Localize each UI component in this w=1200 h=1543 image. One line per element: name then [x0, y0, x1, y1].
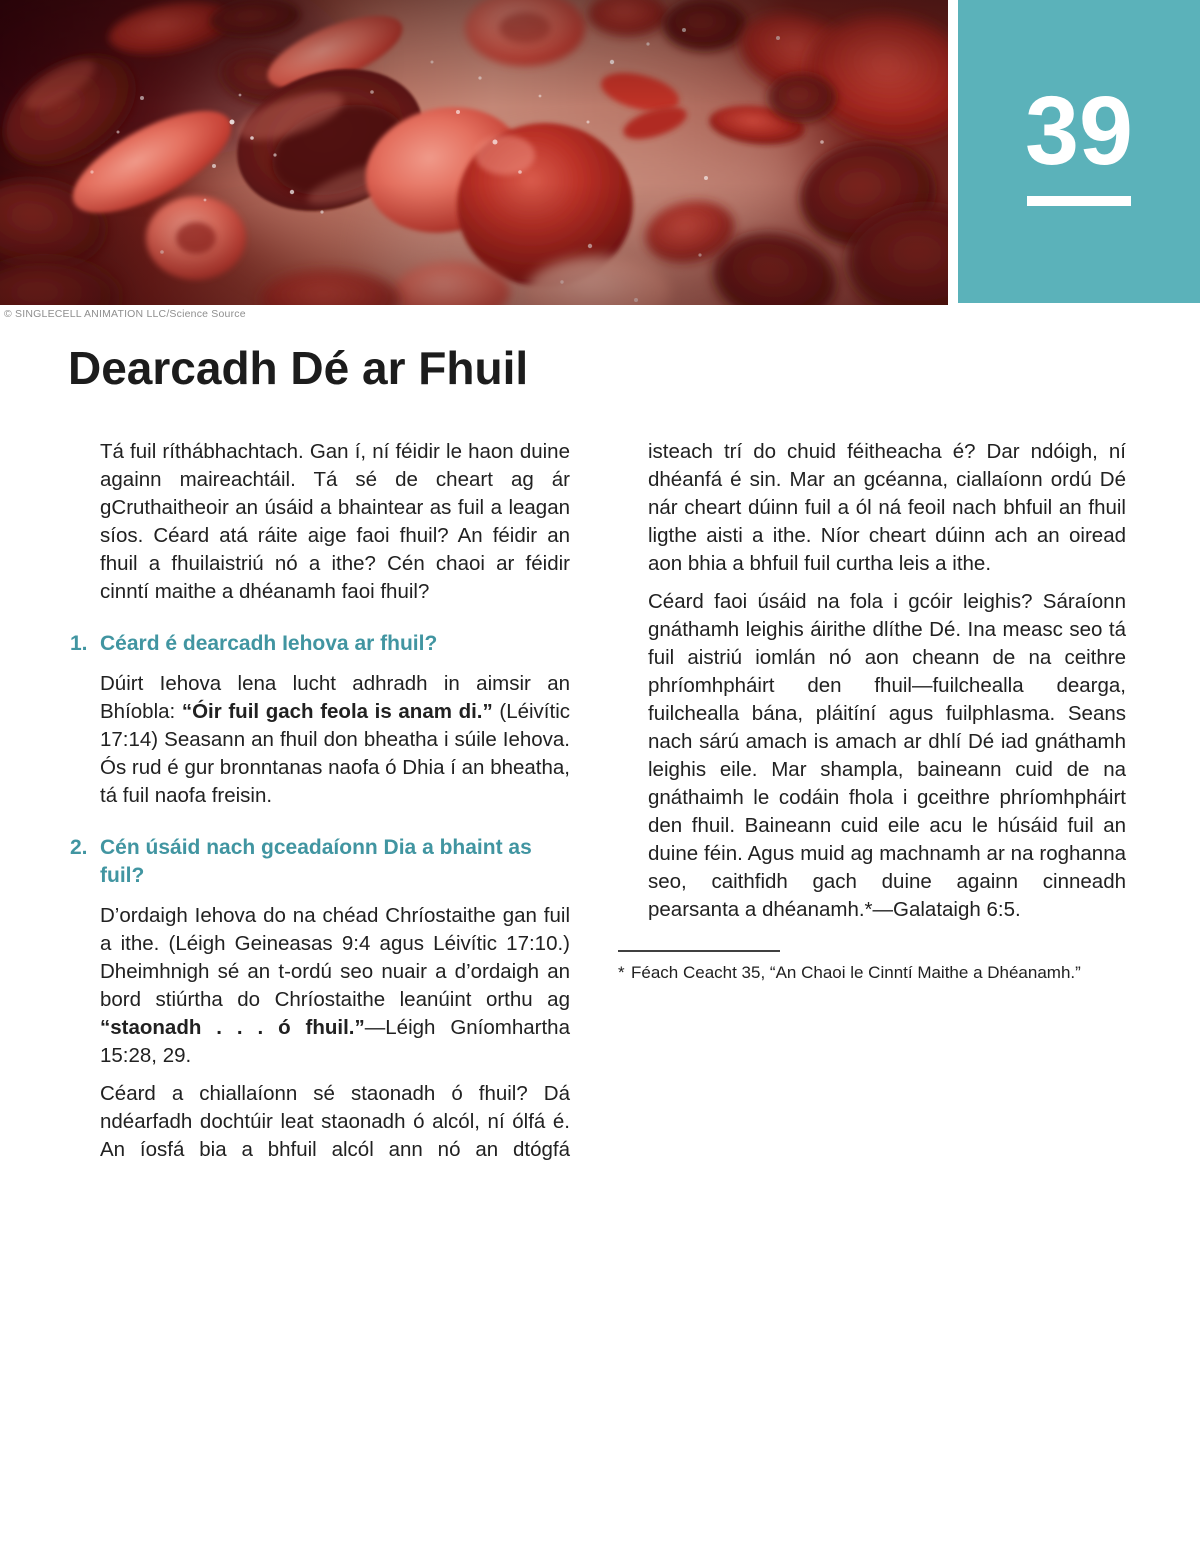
- footnote-text: Féach Ceacht 35, “An Chaoi le Cinntí Maithe a Dhéanamh.”: [631, 963, 1081, 982]
- question-1-number: 1.: [70, 632, 88, 655]
- continued-paragraph: isteach trí do chuid féitheacha é? Dar ndóigh, ní dhéanfá é sin. Mar an gcéanna, ciallaíonn ordú Dé nár cheart dúinn fuil a ól ná feoil nach bhfuil an fhuil ligthe aisti a ithe. Níor cheart dúinn ach an oiread aon bhia a bhfuil fuil curtha leis a ithe.: [648, 440, 1126, 575]
- question-2-heading: [70, 834, 570, 890]
- page-title: Dearcadh Dé ar Fhuil: [68, 342, 529, 394]
- lesson-number: 39: [1025, 76, 1133, 185]
- right-column: [618, 438, 1126, 1174]
- question-1-paragraph: Dúirt Iehova lena lucht adhradh in aimsir an Bhíobla: “Óir fuil gach feola is anam di.” (Léivític 17:14) Seasann an fhuil don bheatha i súile Iehova. Ós rud é gur bronntanas naofa ó Dhia í an bheatha, tá fuil naofa freisin.: [100, 672, 571, 807]
- question-2-text: Cén úsáid nach gceadaíonn Dia a bhaint as fuil?: [100, 836, 532, 887]
- question-1-heading: [70, 630, 570, 658]
- medical-use-paragraph: Céard faoi úsáid na fola i gcóir leighis? Sáraíonn gnáthamh leighis áirithe dlíthe Dé. Ina measc seo tá fuil aistriú iomlán nó aon cheann de na ceithre phríomhpháirt den fhuil—fuilchealla dearga, fuilchealla bána, pláitíní agus fuilphlasma. Seans nach sárú amach is amach ar dhlí Dé iad gnáthamh leighis eile. Mar shampla, baineann cuid de na gnáthaimh le codáin fhola i gceithre phríomhpháirt den fhuil. Baineann cuid eile acu le húsáid fuil an duine féin. Agus muid ag machnamh ar na roghanna seo, caithfidh gach duine againn cinneadh pearsanta a dhéanamh.*—Galataigh 6:5.: [648, 590, 1126, 921]
- question-2-paragraph: D’ordaigh Iehova do na chéad Chríostaithe gan fuil a ithe. (Léigh Geineasas 9:4 agus Léivític 17:10.) Dheimhnigh sé an t-ordú seo nuair a d’ordaigh an bord stiúrtha do Chríostaithe leanúint orthu ag “staonadh . . . ó fhuil.”—Léigh Gníomhartha 15:28, 29.: [100, 904, 570, 1067]
- question-2-paragraph-continued: Céard a chiallaíonn sé staonadh ó fhuil? Dá ndéarfadh dochtúir leat staonadh ó alcól, ní ólfá é. An íosfá bia a bhfuil alcól ann nó an dtógfá: [100, 1082, 570, 1161]
- content-columns: [70, 438, 1126, 1174]
- footnote: [618, 961, 1126, 984]
- intro-paragraph: Tá fuil ríthábhachtach. Gan í, ní féidir le haon duine againn maireachtáil. Tá sé de cheart ag ár gCruthaitheoir an úsáid a bhaintear as fuil a leagan síos. Céard atá ráite aige faoi fhuil? An féidir an fhuil a fhuilaistriú nó a ithe? Cén chaoi ar féidir cinntí maithe a dhéanamh faoi fhuil?: [100, 440, 570, 603]
- left-column: [70, 438, 570, 1174]
- question-2-number: 2.: [70, 836, 88, 859]
- footnote-divider: [618, 950, 780, 952]
- blood-cells-photo: [0, 0, 948, 305]
- photo-credit: © SINGLECELL ANIMATION LLC/Science Source: [4, 308, 246, 320]
- lesson-number-badge: [958, 0, 1200, 303]
- lesson-number-underline: [1027, 196, 1131, 206]
- question-1-text: Céard é dearcadh Iehova ar fhuil?: [100, 632, 438, 655]
- footnote-marker: *: [618, 963, 625, 982]
